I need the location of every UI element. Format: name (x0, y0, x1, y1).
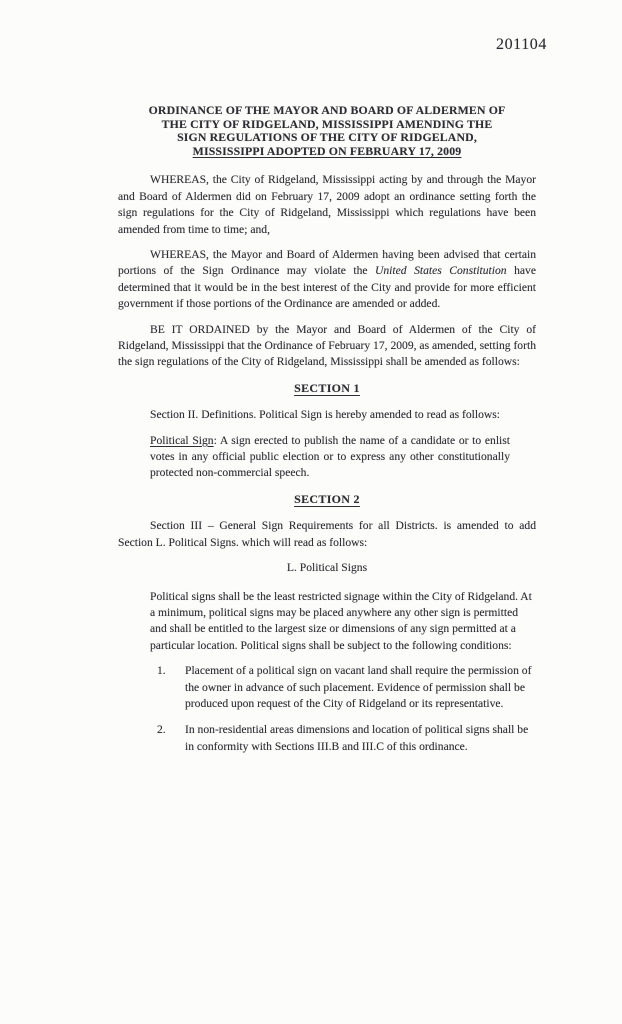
conditions-list (157, 663, 536, 755)
political-signs-paragraph: Political signs shall be the least restricted signage within the City of Ridgeland. At a minimum, political signs may be placed anywhere any other sign is permitted and shall be entitled to the largest size or dimensions of any sign permitted at a particular location. Political signs shall be subject to the following conditions: (150, 589, 532, 652)
document-title (118, 104, 536, 158)
title-line-2: THE CITY OF RIDGELAND, MISSISSIPPI AMENDING THE (161, 116, 493, 131)
document-content (118, 104, 536, 765)
whereas-paragraph-2 (118, 247, 536, 313)
united-states-constitution-italic: United States Constitution (375, 264, 507, 278)
section-2-heading: SECTION 2 (294, 491, 360, 506)
title-line-4: MISSISSIPPI ADOPTED ON FEBRUARY 17, 2009 (192, 143, 462, 158)
condition-1-number: 1. (157, 664, 166, 678)
title-line-1: ORDINANCE OF THE MAYOR AND BOARD OF ALDERMEN OF (148, 103, 506, 117)
political-sign-definition-text: : A sign erected to publish the name of a candidate or to enlist votes in any official public election or to express any other constitutionally protected non-commercial speech. (150, 433, 510, 480)
section-1-heading: SECTION 1 (294, 380, 360, 395)
condition-2-text: In non-residential areas dimensions and location of political signs shall be in conformity with Sections III.B and III.C of this ordinance. (185, 723, 529, 753)
whereas-2-text-post: have determined that it would be in the best interest of the City and provide for more efficient government if those portions of the Ordinance are amended or added. (118, 264, 536, 311)
whereas-2-text-pre: WHEREAS, the Mayor and Board of Aldermen having been advised that certain portions of the Sign Ordinance may violate the (118, 248, 536, 278)
condition-1-text: Placement of a political sign on vacant land shall require the permission of the owner in advance of such placement. Evidence of permission shall be produced upon request of the City of Ridgeland or its representative. (185, 664, 532, 710)
section-1-intro: Section II. Definitions. Political Sign is hereby amended to read as follows: (150, 408, 500, 422)
political-sign-term: Political Sign (150, 433, 214, 447)
political-sign-definition (150, 433, 536, 482)
condition-item-2 (157, 722, 536, 755)
whereas-paragraph-1: WHEREAS, the City of Ridgeland, Mississippi acting by and through the Mayor and Board of Aldermen did on February 17, 2009 adopt an ordinance setting forth the sign regulations for the City of Ridgeland, Mississippi which regulations have been amended from time to time; and, (118, 173, 536, 236)
condition-2-number: 2. (157, 723, 166, 737)
condition-item-1 (157, 663, 536, 712)
title-line-3: SIGN REGULATIONS OF THE CITY OF RIDGELAND, (177, 130, 477, 145)
page-number: 201104 (495, 36, 547, 53)
political-signs-subheading: L. Political Signs (286, 561, 368, 575)
be-it-ordained-paragraph: BE IT ORDAINED by the Mayor and Board of Aldermen of the City of Ridgeland, Mississippi that the Ordinance of February 17, 2009, as amended, setting forth the sign regulations of the City of Ridgeland, Mississippi shall be amended as follows: (118, 322, 536, 369)
section-2-intro: Section III – General Sign Requirements for all Districts. is amended to add Section L. Political Signs. which will read as follows: (118, 519, 536, 549)
